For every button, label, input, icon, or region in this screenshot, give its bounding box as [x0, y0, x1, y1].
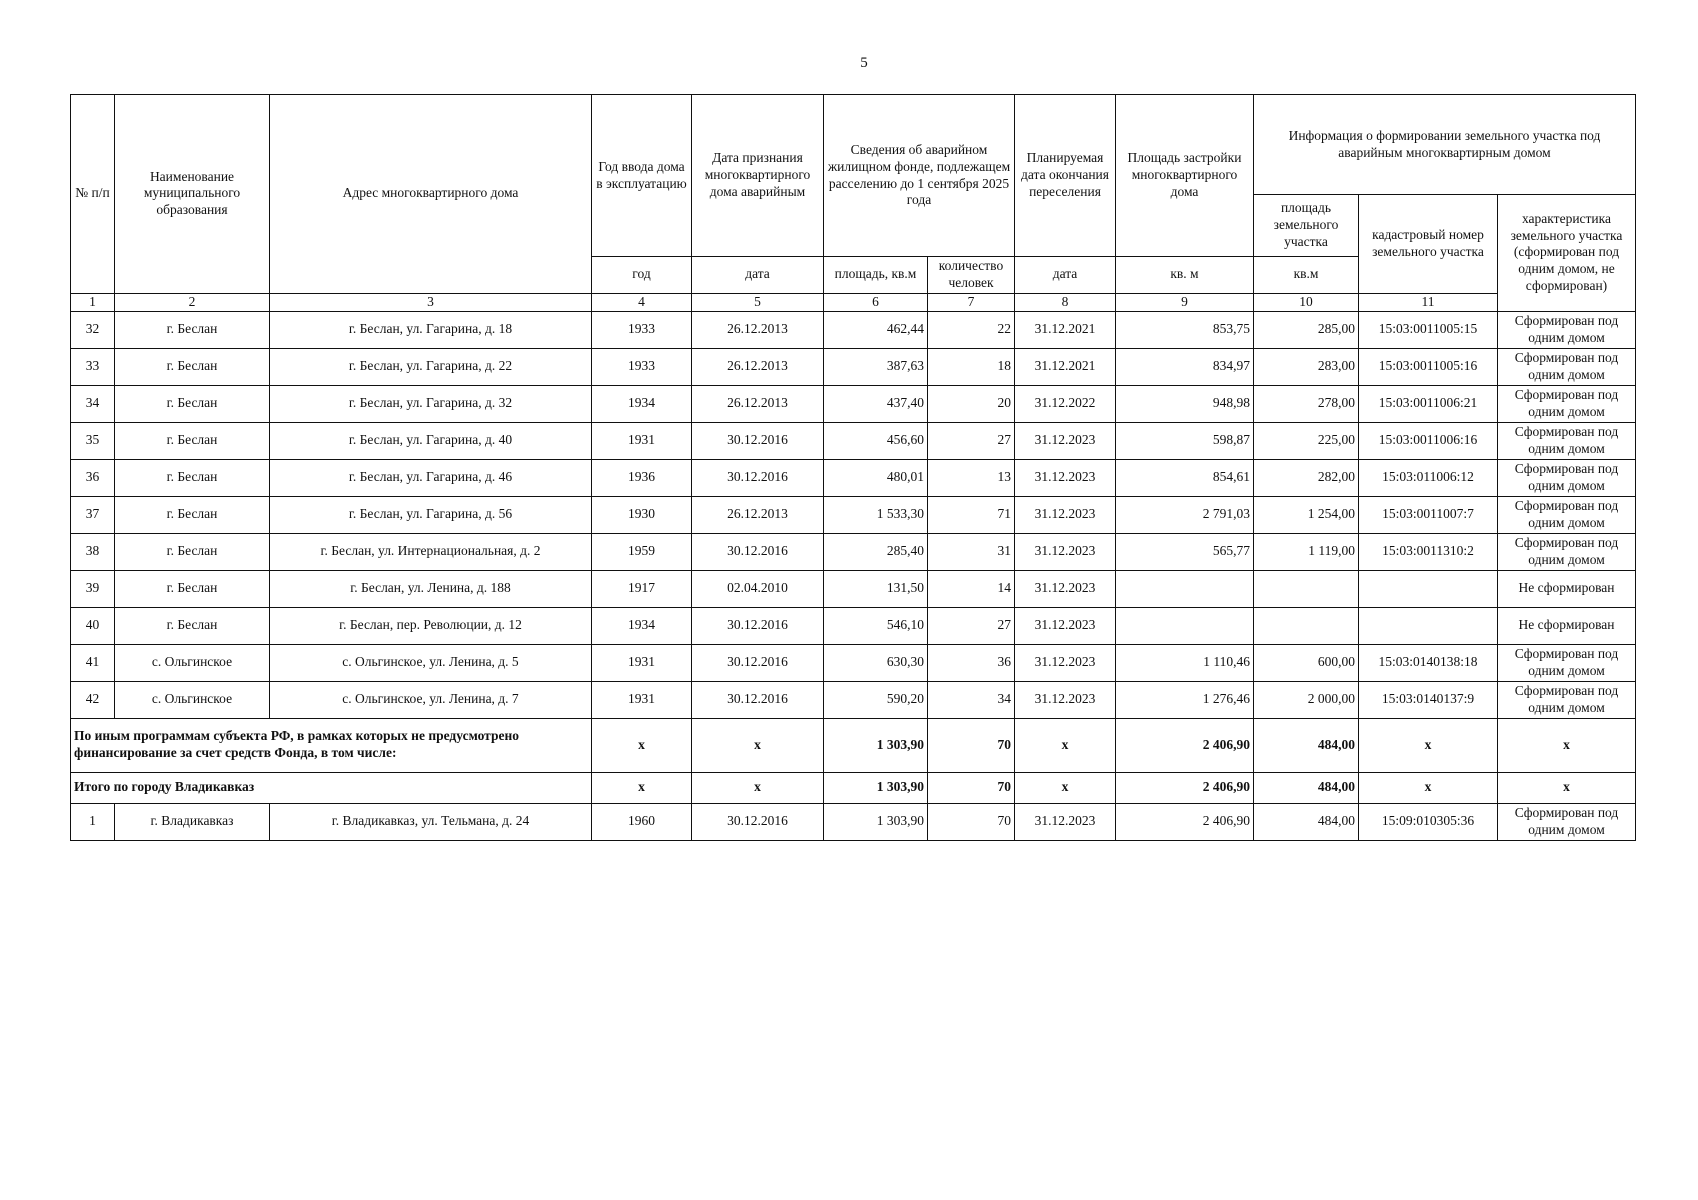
cell-date: 26.12.2013 [692, 311, 824, 348]
cell-char: Сформирован под одним домом [1498, 385, 1636, 422]
cell-cadastral: 15:09:010305:36 [1359, 803, 1498, 840]
cell-address: г. Беслан, ул. Интернациональная, д. 2 [270, 533, 592, 570]
cell-municipality: г. Беслан [115, 385, 270, 422]
cell-land [1254, 607, 1359, 644]
table-row [71, 422, 1636, 459]
cell-land: 225,00 [1254, 422, 1359, 459]
cell-area: 630,30 [824, 644, 928, 681]
column-number: 6 [824, 293, 928, 311]
cell-people: 70 [928, 718, 1015, 772]
cell-end: 31.12.2023 [1015, 570, 1116, 607]
summary-city-row [71, 772, 1636, 803]
cell-end: 31.12.2021 [1015, 348, 1116, 385]
column-number-row [71, 293, 1636, 311]
cell-people: 31 [928, 533, 1015, 570]
cell-cadastral: 15:03:0011007:7 [1359, 496, 1498, 533]
cell-date: x [692, 772, 824, 803]
cell-municipality: г. Беслан [115, 422, 270, 459]
table-row [71, 570, 1636, 607]
cell-cadastral: 15:03:0011006:16 [1359, 422, 1498, 459]
column-number: 2 [115, 293, 270, 311]
cell-build: 2 406,90 [1116, 772, 1254, 803]
cell-address: г. Беслан, ул. Гагарина, д. 18 [270, 311, 592, 348]
cell-municipality: г. Беслан [115, 496, 270, 533]
table-row [71, 803, 1636, 840]
cell-num: 42 [71, 681, 115, 718]
cell-date: x [692, 718, 824, 772]
cell-end: 31.12.2022 [1015, 385, 1116, 422]
cell-date: 30.12.2016 [692, 422, 824, 459]
cell-land: 2 000,00 [1254, 681, 1359, 718]
cell-char: Сформирован под одним домом [1498, 348, 1636, 385]
cell-year: 1931 [592, 422, 692, 459]
cell-date: 26.12.2013 [692, 348, 824, 385]
cell-area: 1 303,90 [824, 772, 928, 803]
cell-num: 37 [71, 496, 115, 533]
unit-area: площадь, кв.м [824, 257, 928, 294]
column-number: 11 [1359, 293, 1498, 311]
table-row [71, 385, 1636, 422]
cell-area: 1 303,90 [824, 718, 928, 772]
cell-year: 1930 [592, 496, 692, 533]
cell-municipality: с. Ольгинское [115, 644, 270, 681]
cell-land: 1 119,00 [1254, 533, 1359, 570]
cell-people: 36 [928, 644, 1015, 681]
cell-date: 30.12.2016 [692, 607, 824, 644]
cell-char: x [1498, 718, 1636, 772]
unit-date: дата [692, 257, 824, 294]
table-row [71, 681, 1636, 718]
cell-num: 40 [71, 607, 115, 644]
cell-cadastral: 15:03:0011006:21 [1359, 385, 1498, 422]
cell-people: 18 [928, 348, 1015, 385]
header-year-built: Год ввода дома в эксплуатацию [592, 95, 692, 257]
cell-char: Сформирован под одним домом [1498, 422, 1636, 459]
cell-build: 948,98 [1116, 385, 1254, 422]
cell-cadastral: x [1359, 718, 1498, 772]
summary-label: Итого по городу Владикавказ [71, 772, 592, 803]
cell-end: 31.12.2023 [1015, 803, 1116, 840]
cell-land: 484,00 [1254, 803, 1359, 840]
page-number: 5 [860, 55, 868, 71]
cell-year: 1960 [592, 803, 692, 840]
cell-address: г. Беслан, ул. Гагарина, д. 22 [270, 348, 592, 385]
cell-num: 38 [71, 533, 115, 570]
header-cadastral: кадастровый номер земельного участка [1359, 195, 1498, 294]
cell-num: 35 [71, 422, 115, 459]
cell-municipality: с. Ольгинское [115, 681, 270, 718]
cell-end: 31.12.2023 [1015, 496, 1116, 533]
column-number: 8 [1015, 293, 1116, 311]
cell-build: 598,87 [1116, 422, 1254, 459]
cell-num: 32 [71, 311, 115, 348]
cell-address: г. Беслан, ул. Гагарина, д. 40 [270, 422, 592, 459]
header-emergency-info: Сведения об аварийном жилищном фонде, подлежащем расселению до 1 сентября 2025 года [824, 95, 1015, 257]
cell-num: 1 [71, 803, 115, 840]
cell-end: 31.12.2023 [1015, 607, 1116, 644]
table-row [71, 496, 1636, 533]
cell-year: 1933 [592, 348, 692, 385]
cell-people: 27 [928, 422, 1015, 459]
cell-year: 1917 [592, 570, 692, 607]
unit-land-area: кв.м [1254, 257, 1359, 294]
cell-land: 484,00 [1254, 772, 1359, 803]
cell-address: г. Беслан, ул. Гагарина, д. 46 [270, 459, 592, 496]
cell-char: Не сформирован [1498, 607, 1636, 644]
cell-municipality: г. Беслан [115, 311, 270, 348]
cell-area: 546,10 [824, 607, 928, 644]
cell-address: г. Беслан, ул. Ленина, д. 188 [270, 570, 592, 607]
cell-area: 480,01 [824, 459, 928, 496]
cell-year: 1933 [592, 311, 692, 348]
cell-build: 1 110,46 [1116, 644, 1254, 681]
cell-address: г. Беслан, ул. Гагарина, д. 56 [270, 496, 592, 533]
cell-year: 1931 [592, 644, 692, 681]
cell-people: 13 [928, 459, 1015, 496]
unit-people: количество человек [928, 257, 1015, 294]
cell-char: Не сформирован [1498, 570, 1636, 607]
cell-people: 34 [928, 681, 1015, 718]
cell-end: 31.12.2021 [1015, 311, 1116, 348]
cell-people: 71 [928, 496, 1015, 533]
cell-num: 33 [71, 348, 115, 385]
column-number: 9 [1116, 293, 1254, 311]
table-row [71, 459, 1636, 496]
cell-end: 31.12.2023 [1015, 644, 1116, 681]
cell-people: 14 [928, 570, 1015, 607]
cell-area: 456,60 [824, 422, 928, 459]
cell-year: 1936 [592, 459, 692, 496]
cell-area: 285,40 [824, 533, 928, 570]
column-number: 5 [692, 293, 824, 311]
header-num: № п/п [71, 95, 115, 294]
cell-num: 36 [71, 459, 115, 496]
table-row [71, 644, 1636, 681]
cell-people: 22 [928, 311, 1015, 348]
cell-date: 02.04.2010 [692, 570, 824, 607]
cell-area: 462,44 [824, 311, 928, 348]
cell-land: 283,00 [1254, 348, 1359, 385]
cell-num: 34 [71, 385, 115, 422]
header-build-area: Площадь застройки многоквартирного дома [1116, 95, 1254, 257]
cell-year: x [592, 718, 692, 772]
cell-date: 26.12.2013 [692, 385, 824, 422]
cell-char: Сформирован под одним домом [1498, 803, 1636, 840]
cell-end: 31.12.2023 [1015, 459, 1116, 496]
header-land-area: площадь земельного участка [1254, 195, 1359, 257]
cell-municipality: г. Беслан [115, 533, 270, 570]
cell-cadastral: 15:03:0011005:16 [1359, 348, 1498, 385]
cell-num: 41 [71, 644, 115, 681]
cell-area: 131,50 [824, 570, 928, 607]
cell-area: 1 303,90 [824, 803, 928, 840]
cell-build: 853,75 [1116, 311, 1254, 348]
cell-year: 1934 [592, 385, 692, 422]
cell-people: 70 [928, 803, 1015, 840]
unit-build-area: кв. м [1116, 257, 1254, 294]
cell-cadastral: x [1359, 772, 1498, 803]
table-row [71, 311, 1636, 348]
cell-char: Сформирован под одним домом [1498, 533, 1636, 570]
cell-people: 70 [928, 772, 1015, 803]
column-number: 10 [1254, 293, 1359, 311]
cell-land: 484,00 [1254, 718, 1359, 772]
cell-end: 31.12.2023 [1015, 533, 1116, 570]
cell-people: 27 [928, 607, 1015, 644]
cell-cadastral: 15:03:0140137:9 [1359, 681, 1498, 718]
cell-build [1116, 570, 1254, 607]
cell-char: Сформирован под одним домом [1498, 496, 1636, 533]
header-land-info: Информация о формировании земельного участка под аварийным многоквартирным домом [1254, 95, 1636, 195]
header-land-char: характеристика земельного участка (сформирован под одним домом, не сформирован) [1498, 195, 1636, 312]
cell-end: x [1015, 718, 1116, 772]
cell-date: 26.12.2013 [692, 496, 824, 533]
cell-cadastral [1359, 570, 1498, 607]
summary-label: По иным программам субъекта РФ, в рамках которых не предусмотрено финансирование за счет средств Фонда, в том числе: [71, 718, 592, 772]
cell-end: 31.12.2023 [1015, 681, 1116, 718]
cell-cadastral: 15:03:0140138:18 [1359, 644, 1498, 681]
cell-build: 1 276,46 [1116, 681, 1254, 718]
cell-address: с. Ольгинское, ул. Ленина, д. 5 [270, 644, 592, 681]
cell-address: г. Беслан, пер. Революции, д. 12 [270, 607, 592, 644]
cell-land: 1 254,00 [1254, 496, 1359, 533]
cell-build: 2 406,90 [1116, 718, 1254, 772]
cell-build: 834,97 [1116, 348, 1254, 385]
cell-end: x [1015, 772, 1116, 803]
column-number: 4 [592, 293, 692, 311]
cell-date: 30.12.2016 [692, 533, 824, 570]
cell-people: 20 [928, 385, 1015, 422]
cell-land: 278,00 [1254, 385, 1359, 422]
cell-land: 600,00 [1254, 644, 1359, 681]
cell-land [1254, 570, 1359, 607]
cell-date: 30.12.2016 [692, 681, 824, 718]
column-number: 3 [270, 293, 592, 311]
cell-address: с. Ольгинское, ул. Ленина, д. 7 [270, 681, 592, 718]
cell-cadastral: 15:03:0011005:15 [1359, 311, 1498, 348]
cell-char: Сформирован под одним домом [1498, 644, 1636, 681]
cell-municipality: г. Беслан [115, 348, 270, 385]
cell-char: Сформирован под одним домом [1498, 681, 1636, 718]
cell-municipality: г. Беслан [115, 570, 270, 607]
cell-address: г. Беслан, ул. Гагарина, д. 32 [270, 385, 592, 422]
cell-land: 285,00 [1254, 311, 1359, 348]
unit-year: год [592, 257, 692, 294]
cell-build: 2 791,03 [1116, 496, 1254, 533]
cell-municipality: г. Беслан [115, 607, 270, 644]
cell-cadastral [1359, 607, 1498, 644]
cell-date: 30.12.2016 [692, 459, 824, 496]
table-row [71, 533, 1636, 570]
unit-plan-date: дата [1015, 257, 1116, 294]
cell-char: Сформирован под одним домом [1498, 311, 1636, 348]
cell-build: 2 406,90 [1116, 803, 1254, 840]
cell-cadastral: 15:03:011006:12 [1359, 459, 1498, 496]
cell-land: 282,00 [1254, 459, 1359, 496]
cell-year: 1931 [592, 681, 692, 718]
cell-area: 1 533,30 [824, 496, 928, 533]
header-planned-end: Планируемая дата окончания переселения [1015, 95, 1116, 257]
cell-num: 39 [71, 570, 115, 607]
cell-area: 590,20 [824, 681, 928, 718]
header-date-recognized: Дата признания многоквартирного дома аварийным [692, 95, 824, 257]
header-address: Адрес многоквартирного дома [270, 95, 592, 294]
cell-build [1116, 607, 1254, 644]
cell-char: Сформирован под одним домом [1498, 459, 1636, 496]
cell-date: 30.12.2016 [692, 803, 824, 840]
cell-end: 31.12.2023 [1015, 422, 1116, 459]
table-row [71, 607, 1636, 644]
cell-area: 437,40 [824, 385, 928, 422]
column-number: 7 [928, 293, 1015, 311]
header-municipality: Наименование муниципального образования [115, 95, 270, 294]
cell-char: x [1498, 772, 1636, 803]
cell-municipality: г. Владикавказ [115, 803, 270, 840]
cell-address: г. Владикавказ, ул. Тельмана, д. 24 [270, 803, 592, 840]
summary-other-row [71, 718, 1636, 772]
cell-build: 565,77 [1116, 533, 1254, 570]
cell-year: 1934 [592, 607, 692, 644]
cell-area: 387,63 [824, 348, 928, 385]
emergency-housing-table [70, 94, 1636, 841]
cell-build: 854,61 [1116, 459, 1254, 496]
cell-municipality: г. Беслан [115, 459, 270, 496]
cell-year: 1959 [592, 533, 692, 570]
cell-cadastral: 15:03:0011310:2 [1359, 533, 1498, 570]
table-row [71, 348, 1636, 385]
cell-year: x [592, 772, 692, 803]
cell-date: 30.12.2016 [692, 644, 824, 681]
column-number: 1 [71, 293, 115, 311]
